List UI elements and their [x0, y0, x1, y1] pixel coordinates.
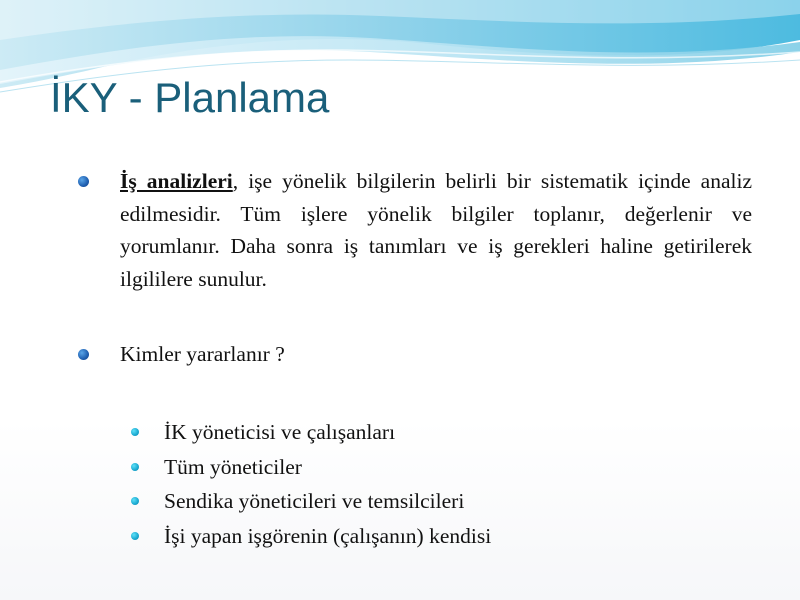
bullet-text: , işe yönelik bilgilerin belirli bir sistematik içinde analiz edilmesidir. Tüm işlere yönelik bilgiler toplanır, değerlenir ve yorumlanır. Daha sonra iş tanımları ve iş gerekleri haline getirilerek ilgililere sunulur.: [120, 169, 752, 291]
sub-bullet-text: İK yöneticisi ve çalışanları: [164, 420, 396, 444]
sub-bullet-item: [164, 415, 491, 450]
bullet-kimler-yararlanir: [120, 338, 752, 371]
sub-bullet-dot-icon: [131, 463, 139, 471]
bullet-dot-icon: [78, 176, 89, 187]
sub-bullet-dot-icon: [131, 428, 139, 436]
slide-title: İKY - Planlama: [50, 74, 330, 121]
sub-bullet-text: Tüm yöneticiler: [164, 454, 302, 479]
sub-bullet-text: İşi yapan işgörenin (çalışanın) kendisi: [164, 523, 492, 548]
bullet-paragraph-is-analizleri: [120, 165, 752, 295]
sub-bullet-item: [164, 519, 491, 554]
bullet-dot-icon: [78, 349, 89, 360]
sub-bullet-text: Sendika yöneticileri ve temsilcileri: [164, 489, 465, 513]
sub-bullet-dot-icon: [131, 497, 139, 505]
bullet-text: Kimler yararlanır ?: [120, 342, 285, 366]
sub-bullet-dot-icon: [131, 532, 139, 540]
sub-bullet-list: [164, 415, 491, 553]
sub-bullet-item: [164, 450, 491, 485]
sub-bullet-item: [164, 484, 491, 519]
bullet-term: İş analizleri: [120, 169, 233, 193]
